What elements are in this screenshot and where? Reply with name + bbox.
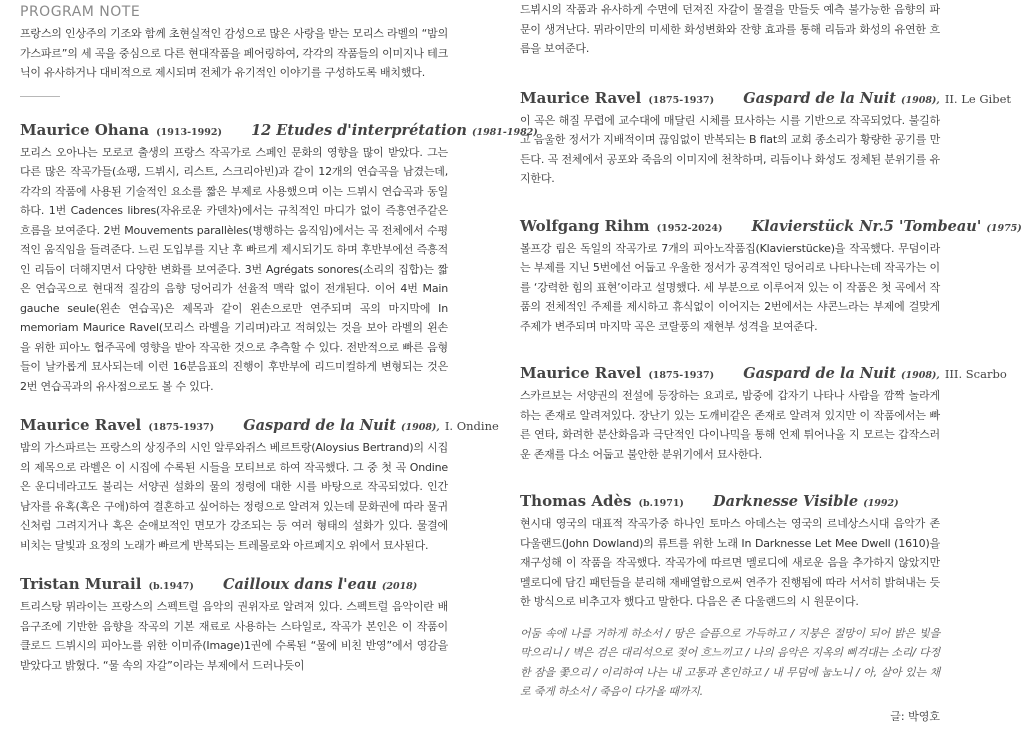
composer-years: (1875-1937) [648, 94, 715, 106]
entry-murail [20, 573, 448, 675]
work-year: (1975) [986, 222, 1022, 234]
entry-text: 이 곡은 해질 무렵에 교수대에 매달린 시체를 묘사하는 시를 기반으로 작곡되었다. 불길하고 음울한 정서가 지배적이며 끊임없이 반복되는 B flat의 교회 종소리가 황량한 공기를 만든다. 곡 전체에서 공포와 죽음의 이미지에 천착하며, 리듬이나 화성도 정체된 분위기를 유지한다. [520, 113, 940, 185]
composer-years: (1875-1937) [648, 370, 715, 381]
work-part: III. Scarbo [944, 367, 1007, 381]
work-year: (1908), [901, 370, 940, 381]
composer-years: (1952-2024) [656, 222, 723, 234]
divider [20, 96, 60, 97]
work-year: (1908), [401, 422, 440, 433]
composer-name: Tristan Murail [20, 575, 142, 593]
entry-text: 트리스탕 뮈라이는 프랑스의 스펙트럴 음악의 권위자로 알려져 있다. 스펙트럴 음악이란 배음구조에 기반한 음향을 작곡의 기본 재료로 사용하는 스타일로, 작곡가 본인은 이 작품이 클로드 드뷔시의 피아노를 위한 이미쥬(Image)1권에 수록된 “물에 비친 반영”에서 영감을 받았다고 밝혔다. “물 속의 자갈”이라는 부제에서 드러나듯이 [20, 600, 448, 672]
right-column [520, 0, 1022, 724]
entry-text: 볼프강 림은 독일의 작곡가로 7개의 피아노작품집(Klavierstücke)을 작곡했다. 무덤이라는 부제를 지닌 5번에선 어둡고 우울한 정서가 공격적인 덩어리로 나타나는데 작곡가는 이를 ‘강력한 힘의 표현’이라고 설명했다. 세 부분으로 이루어져 있는 이 작품은 첫 곡에서 작품의 전체적인 주제를 제시하고 휴식없이 이어지는 2번에서는 샤콘느라는 부제에 걸맞게 주제가 변주되며 마지막 곡은 코랄풍의 재현부 성격을 보여준다. [520, 241, 940, 333]
composer-name: Maurice Ohana [20, 120, 150, 139]
entry-heading [20, 119, 538, 141]
entry-text: 현시대 영국의 대표적 작곡가중 하나인 토마스 아데스는 영국의 르네상스시대 음악가 존 다울랜드(John Dowland)의 류트를 위한 노래 In Darknesse Let Mee Dwell (1610)을 재구성해 이 작품을 작곡했다. 작곡가에 따르면 멜로디에 새로운 음을 추가하지 않았지만 멜로디에 담긴 패턴들을 분리해 재배열함으로써 연주가 진행됨에 따라 서서히 밝혀내는 듯한 방식으로 비추고자 했다고 말한다. 다음은 존 다울랜드의 시 원문이다. [520, 517, 940, 608]
entry-text: 모리스 오아나는 모로코 출생의 프랑스 작곡가로 스페인 문화의 영향을 많이 받았다. 그는 다른 많은 작곡가들(쇼팽, 드뷔시, 리스트, 스크리아빈)과 같이 12개의 연습곡을 남겼는데, 각각의 작품에 사용된 기술적인 요소를 짧은 부제로 사용했으며 이는 드뷔시 연습곡과 동일하다. 1번 Cadences libres(자유로운 카덴차)에서는 규칙적인 마디가 없이 즉흥연주같은 흐름을 보여준다. 2번 Mouvements parallèles(병행하는 움직임)에서는 곡 전체에서 수평적인 움직임을 들려준다. 느린 도입부를 지난 후 빠르게 제시되기도 하며 후반부에선 즉흥적인 리듬이 더해지면서 다양한 변화를 보여준다. 3번 Agrégats sonores(소리의 집합)는 짧은 연습곡으로 현대적 질감의 음향 덩어리가 선율적 맥락 없이 전개된다. 이어 4번 Main gauche seule(왼손 연습곡)은 제목과 같이 왼손으로만 연주되며 곡의 마지막에 In memoriam Maurice Ravel(모리스 라벨을 기리며)라고 적혀있는 것을 보아 라벨의 왼손을 위한 피아노 협주곡에 영향을 받아 작곡한 것으로 추측할 수 있다. 전반적으로 빠른 음형들이 날카롭게 묘사되는데 이런 16분음표의 진행이 후반부에 리드미컬하게 변형되는 것은 2번 연습곡과의 유사점으로도 볼 수 있다. [20, 145, 448, 393]
entry-ohana [20, 119, 538, 397]
entry-ades [520, 490, 940, 612]
work-year: (2018) [381, 581, 418, 592]
composer-name: Maurice Ravel [520, 364, 642, 382]
entry-heading [520, 87, 1011, 109]
intro-paragraph: 프랑스의 인상주의 기조와 함께 초현실적인 감성으로 많은 사랑을 받는 모리스 라벨의 “밤의 가스파르”의 세 곡을 중심으로 다른 현대작품을 페어링하여, 각각의 작품들의 이미지나 테크닉이 유사하거나 대비적으로 제시되며 전체가 유기적인 이야기를 구성하도록 배치했다. [20, 27, 448, 79]
work-title: Darknesse Visible [713, 493, 859, 510]
composer-years: (1913-1992) [156, 126, 222, 138]
composer-years: (b.1971) [638, 498, 684, 509]
work-title: 12 Etudes d'interprétation [251, 121, 467, 139]
work-year: (1908), [901, 94, 940, 106]
program-note-header: PROGRAM NOTE [20, 4, 141, 20]
entry-heading [520, 215, 1022, 237]
entry-heading [20, 414, 499, 436]
work-title: Cailloux dans l'eau [223, 576, 377, 593]
composer-name: Thomas Adès [520, 492, 632, 510]
left-column [20, 0, 538, 693]
entry-ravel-gibet [520, 87, 1011, 189]
entry-heading [520, 362, 1007, 384]
composer-name: Maurice Ravel [20, 416, 142, 434]
entry-text: 스카르보는 서양권의 전설에 등장하는 요괴로, 밤중에 갑자기 나타나 사람을 깜짝 놀라게 하는 존재로 알려져있다. 장난기 있는 도깨비같은 존재로 알려져 있지만 이 작품에서는 빠른 연타, 화려한 분산화음과 극단적인 다이나믹을 통해 언제 튀어나올 지 모르는 갑작스러운 존재를 다소 어둡고 불안한 분위기에서 묘사한다. [520, 389, 940, 461]
work-title: Gaspard de la Nuit [243, 417, 396, 434]
entry-ravel-ondine [20, 414, 499, 555]
poem-lyrics: 어둠 속에 나를 거하게 하소서 / 땅은 슬픔으로 가득하고 / 지붕은 절망이 되어 밝은 빛을 막으리니 / 벽은 검은 대리석으로 젖어 흐느끼고 / 나의 음악은 지옥의 삐걱대는 소리/ 다정한 잠을 쫓으리 / 이리하여 나는 내 고통과 혼인하고 / 내 무덤에 눕노니 / 아, 살아 있는 채로 죽게 하소서 / 죽음이 다가올 때까지. [520, 626, 940, 698]
work-year: (1992) [863, 498, 899, 509]
entry-heading [20, 573, 448, 595]
entry-rihm [520, 215, 1022, 337]
composer-name: Wolfgang Rihm [520, 216, 650, 235]
work-title: Gaspard de la Nuit [743, 365, 896, 382]
composer-years: (1875-1937) [148, 422, 215, 433]
work-part: I. Ondine [444, 419, 499, 433]
work-year: (1981-1982) [471, 126, 538, 138]
composer-years: (b.1947) [148, 581, 194, 592]
work-part: II. Le Gibet [944, 91, 1011, 106]
author-credit: 글: 박영호 [890, 709, 940, 723]
work-title: Klavierstück Nr.5 'Tombeau' [751, 217, 982, 235]
work-title: Gaspard de la Nuit [743, 89, 896, 107]
entry-ravel-scarbo [520, 362, 1007, 464]
entry-text: 밤의 가스파르는 프랑스의 상징주의 시인 알루와쥐스 베르트랑(Aloysius Bertrand)의 시집의 제목으로 라벨은 이 시집에 수록된 시들을 모티브로 하여 작곡했다. 그 중 첫 곡 Ondine은 운디네라고도 불리는 서양권 설화의 물의 정령에 대한 시를 바탕으로 작곡되었다. 인간 남자를 유혹(혹은 구애)하여 결혼하고 싶어하는 정령으로 알려져 있는데 문화권에 따라 물귀신처럼 그려지거나 혹은 순애보적인 면모가 강조되는 등 여러 형태의 설화가 있다. 물결에 비치는 달빛과 요정의 노래가 빠르게 반복되는 트레몰로와 아르페지오 위에서 묘사된다. [20, 441, 448, 552]
entry-heading [520, 490, 940, 512]
continued-paragraph: 드뷔시의 작품과 유사하게 수면에 던져진 자갈이 물결을 만들듯 예측 불가능한 음향의 파문이 생겨난다. 뮈라이만의 미세한 화성변화와 잔향 효과를 통해 리듬과 화성의 유연한 흐름을 보여준다. [520, 3, 940, 55]
composer-name: Maurice Ravel [520, 88, 642, 107]
